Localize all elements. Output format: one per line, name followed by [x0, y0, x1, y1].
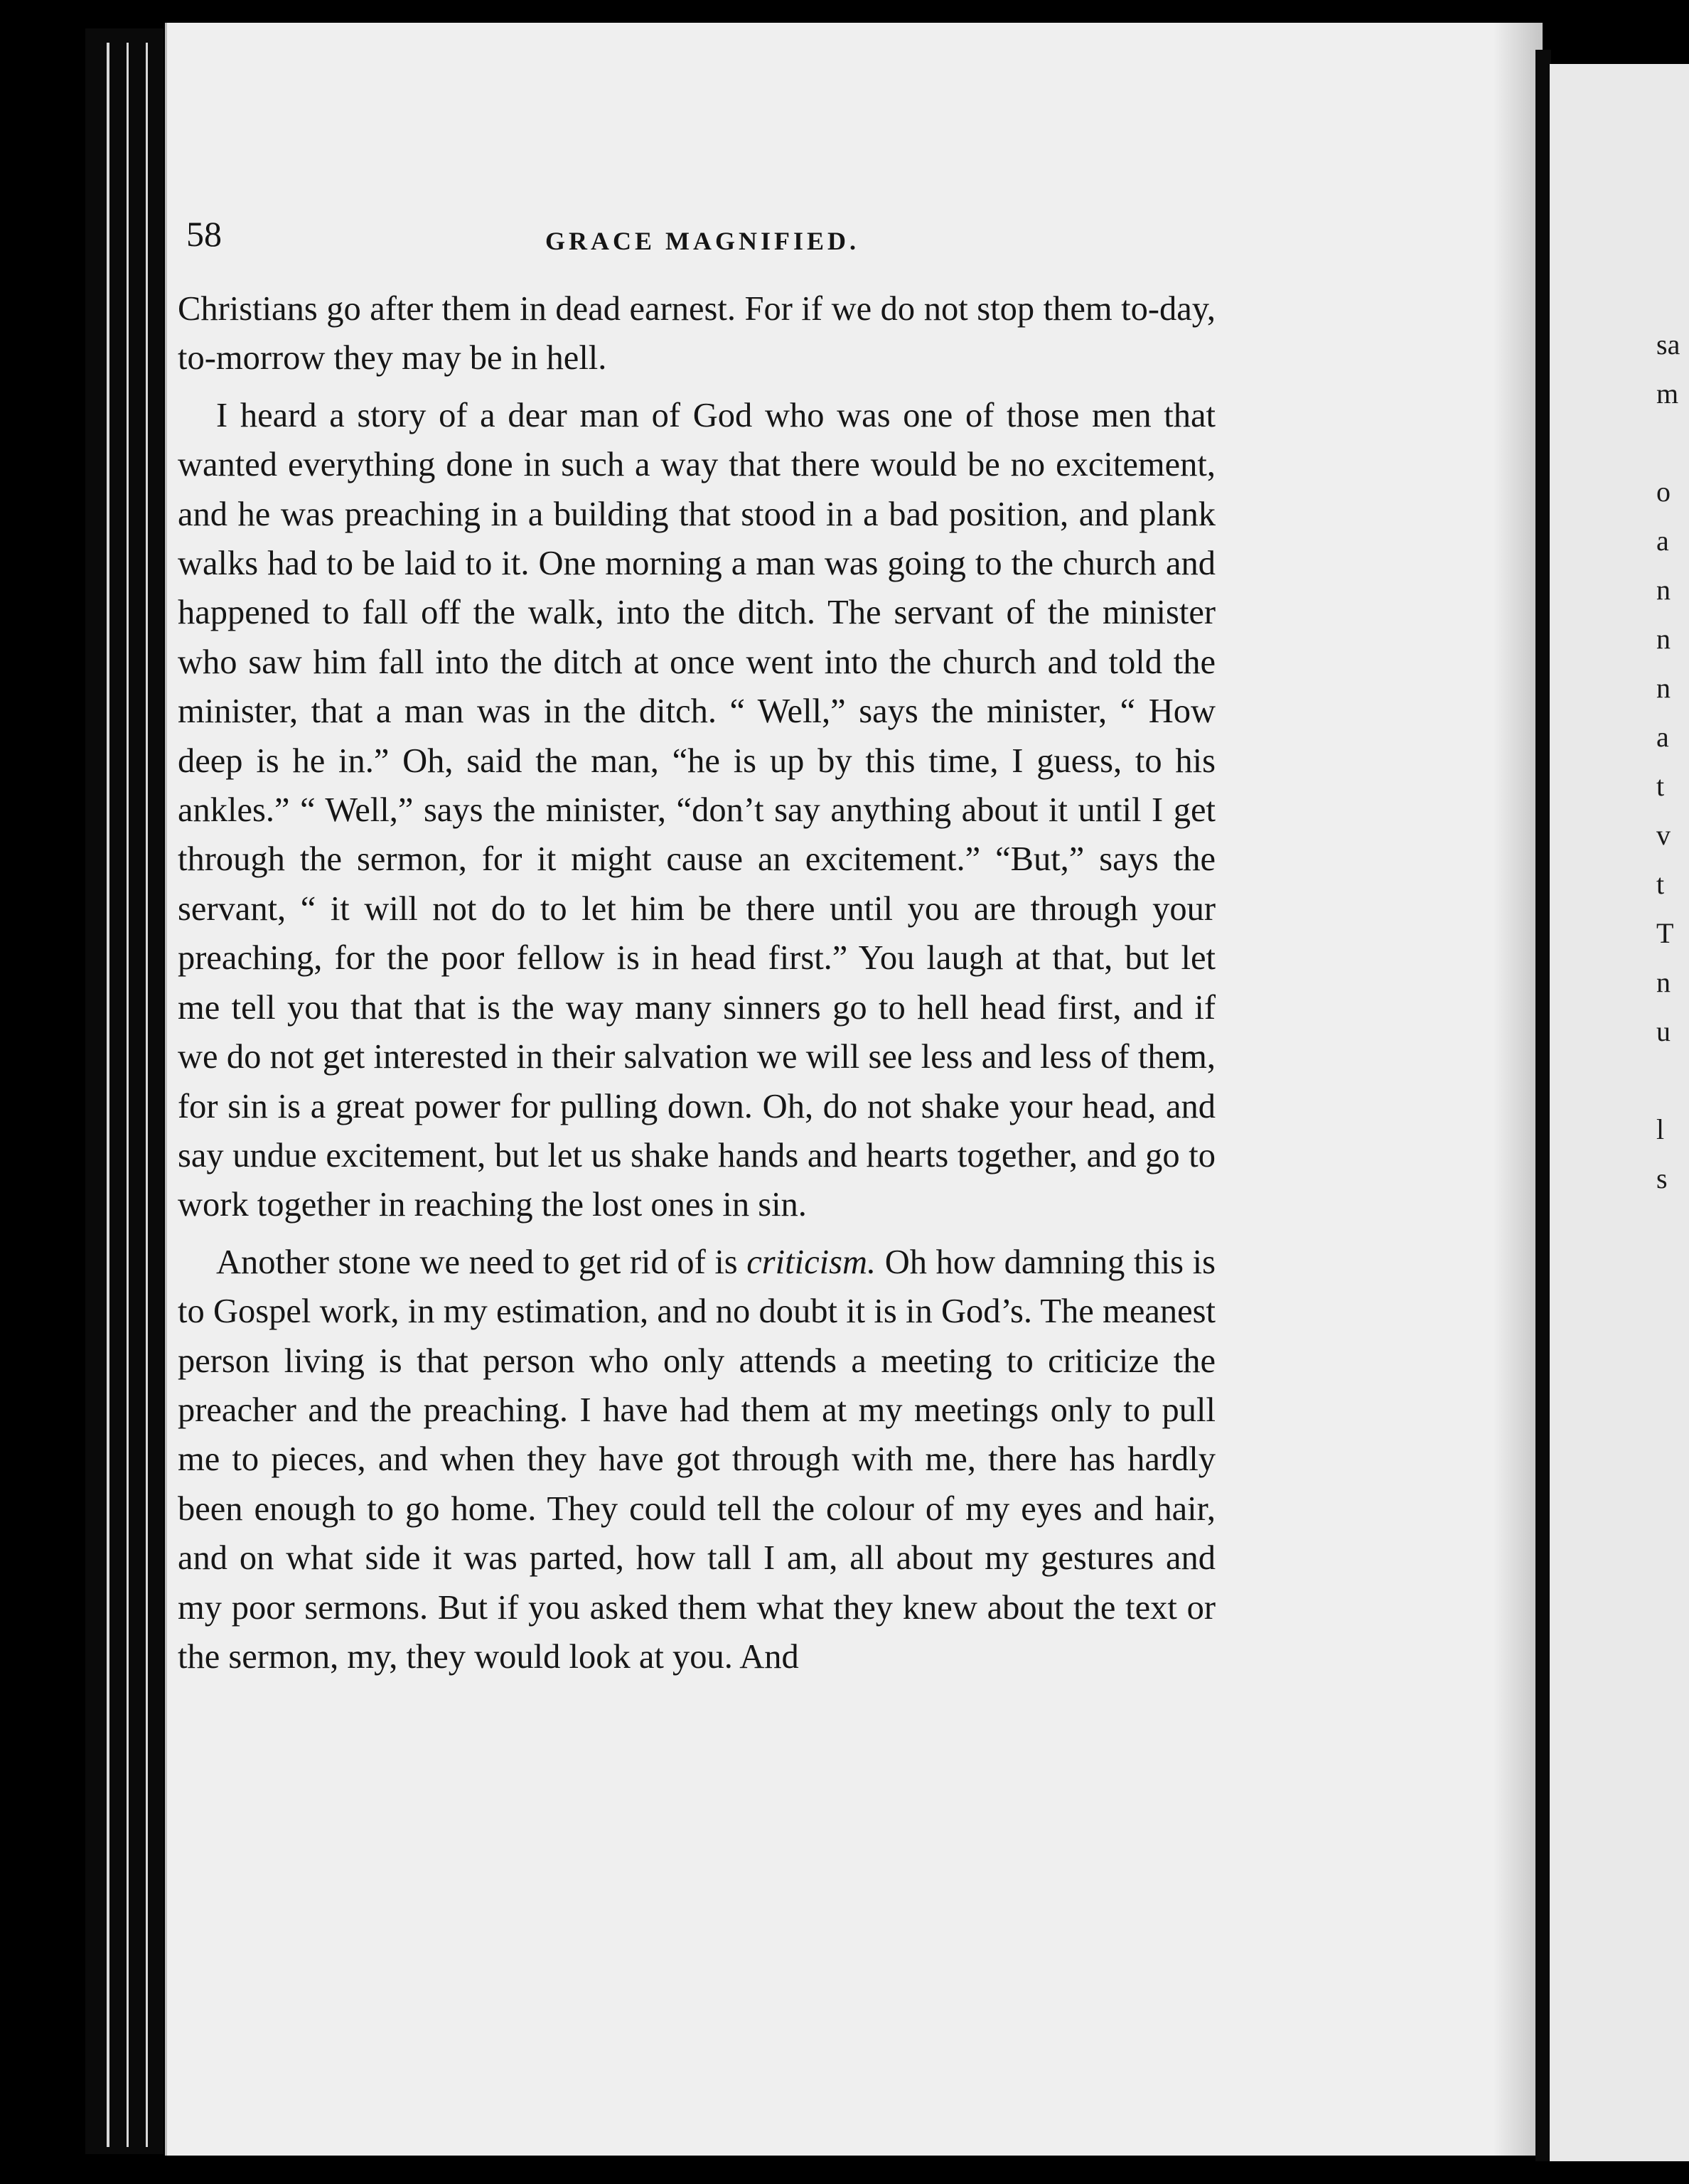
facing-page-fragment: n [1656, 966, 1671, 998]
facing-page-fragment [1656, 1056, 1689, 1105]
facing-page-fragment: sa [1656, 328, 1680, 360]
running-head: GRACE MAGNIFIED. [545, 227, 860, 255]
facing-page-fragment: n [1656, 672, 1671, 704]
facing-page-fragment: n [1656, 574, 1671, 606]
facing-page-fragment: l [1656, 1113, 1665, 1145]
facing-page-fragment: n [1656, 623, 1671, 655]
facing-page-fragment: v [1656, 819, 1671, 851]
page-header [186, 213, 1082, 263]
paragraph [178, 1238, 1216, 1682]
spine-edge-line [146, 43, 148, 2147]
facing-page-fragment: t [1656, 770, 1665, 802]
spine-edge-line [127, 43, 129, 2147]
emphasized-word: criticism. [746, 1243, 876, 1281]
facing-page-fragment: o [1656, 476, 1671, 508]
spine-edge-line [107, 43, 109, 2147]
paragraph: Christians go after them in dead earnest. For if we do not stop them to-day, to-morrow they may be in hell. [178, 290, 1216, 378]
paragraph: I heard a story of a dear man of God who was one of those men that wanted everything done in such a way that there would be no excitement, and he was preaching in a building that stood in a bad position, and plank walks had to be laid to it. One morning a man was going to the church and happened to fall off the walk, into the ditch. The servant of the minister who saw him fall into the ditch at once went into the church and told the minister, that a man was in the ditch. “ Well,” says the minister, “ How deep is he in.” Oh, said the man, “he is up by this time, I guess, to his ankles.” “ Well,” says the minister, “don’t say anything about it until I get through the sermon, for it might cause an excitement.” “But,” says the servant, “ it will not do to let him be there until you are through your preaching, for the poor fellow is in head first.” You laugh at that, but let me tell you that that is the way many sinners go to hell head first, and if we do not get interested in their salvation we will see less and less of them, for sin is a great power for pulling down. Oh, do not shake your head, and say undue excitement, but let us shake hands and hearts together, and go to work together in reaching the lost ones in sin. [178, 396, 1216, 1224]
facing-page-fragment: t [1656, 868, 1665, 900]
facing-page-fragment: u [1656, 1015, 1671, 1047]
paragraph-text: Another stone we need to get rid of is [216, 1243, 747, 1281]
page-number: 58 [186, 214, 222, 254]
paragraph-text: Oh how damning this is to Gospel work, in my estimation, and no doubt it is in God’s. The meanest person living is that person who only attends a meeting to criticize the preacher and the preaching. I have had them at my meetings only to pull me to pieces, and when they have got through with me, there has hardly been enough to go home. They could tell the colour of my eyes and hair, and on what side it was parted, how tall I am, all about my gestures and my poor sermons. But if you asked them what they knew about the text or the sermon, my, they would look at you. And [178, 1243, 1216, 1676]
facing-page-fragment: m [1656, 378, 1679, 410]
page-divider [1535, 50, 1551, 2161]
body-text [178, 284, 1216, 1681]
facing-page-fragment: a [1656, 721, 1669, 753]
book-spine [85, 28, 163, 2154]
facing-page-text [1656, 320, 1689, 1203]
facing-page-fragment: T [1656, 917, 1674, 949]
facing-page-fragment [1656, 418, 1689, 467]
facing-page-fragment: s [1656, 1162, 1668, 1194]
facing-page-fragment: a [1656, 525, 1669, 557]
